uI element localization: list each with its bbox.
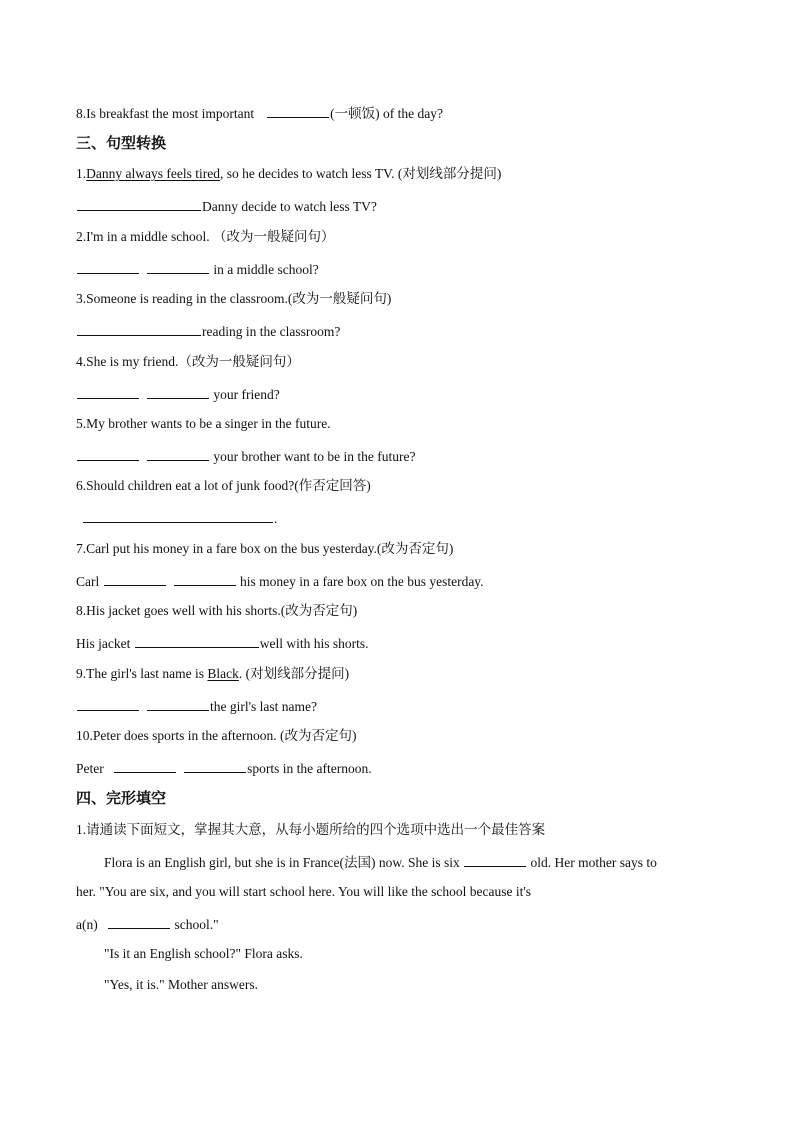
passage-text: old. Her mother says to (527, 855, 657, 870)
s3-answer-3 (76, 321, 340, 341)
s3-answer-5 (76, 446, 415, 466)
answer-text: the girl's last name? (210, 699, 318, 714)
section-3-title: 三、句型转换 (76, 134, 167, 152)
s3-question-3: 3.Someone is reading in the classroom.(改为一般疑问句) (76, 291, 392, 306)
s3-answer-8 (76, 633, 369, 653)
s3-question-8: 8.His jacket goes well with his shorts.(改为否定句) (76, 603, 358, 618)
answer-text: reading in the classroom? (202, 324, 341, 339)
answer-blank[interactable] (267, 103, 329, 118)
cloze-paragraph-line-1 (104, 852, 657, 872)
s3-answer-1 (76, 196, 377, 216)
underlined-phrase: Black (207, 666, 239, 681)
s3-answer-9 (76, 696, 317, 716)
answer-text: Carl (76, 574, 103, 589)
cloze-instruction: 1.请通读下面短文，掌握其大意，从每小题所给的四个选项中选出一个最佳答案 (76, 822, 546, 837)
question-8-fill (76, 103, 443, 123)
s3-question-1 (76, 165, 501, 183)
question-text: 8.Is breakfast the most important (76, 106, 255, 121)
answer-blank[interactable] (77, 321, 201, 336)
answer-text: his money in a fare box on the bus yesterday. (236, 574, 484, 589)
answer-blank[interactable] (104, 571, 166, 586)
s3-question-4: 4.She is my friend.（改为一般疑问句） (76, 354, 300, 369)
s3-answer-10 (76, 758, 372, 778)
question-text: (一顿饭) of the day? (330, 106, 443, 121)
s3-question-7: 7.Carl put his money in a fare box on the bus yesterday.(改为否定句) (76, 541, 454, 556)
answer-blank[interactable] (184, 758, 246, 773)
cloze-dialogue-line-2: "Yes, it is." Mother answers. (104, 977, 259, 992)
answer-blank[interactable] (77, 196, 201, 211)
answer-text: . (274, 511, 278, 526)
question-text: 9.The girl's last name is (76, 666, 208, 681)
answer-text: your friend? (210, 387, 280, 402)
s3-question-6: 6.Should children eat a lot of junk food?(作否定回答) (76, 478, 371, 493)
answer-blank[interactable] (77, 384, 139, 399)
cloze-paragraph-line-3 (76, 914, 219, 934)
passage-text: Flora is an English girl, but she is in France(法国) now. She is six (104, 855, 464, 870)
s3-answer-6 (82, 508, 277, 528)
question-number: 1. (76, 166, 87, 181)
answer-text: your brother want to be in the future? (210, 449, 416, 464)
s3-answer-7 (76, 571, 484, 591)
answer-blank[interactable] (77, 446, 139, 461)
answer-blank[interactable] (135, 633, 259, 648)
s3-question-5: 5.My brother wants to be a singer in the future. (76, 416, 331, 431)
question-text: , so he decides to watch less TV. (对划线部分提问) (219, 166, 502, 181)
cloze-dialogue-line-1: "Is it an English school?" Flora asks. (104, 946, 303, 961)
answer-blank[interactable] (147, 446, 209, 461)
answer-text: well with his shorts. (259, 636, 369, 651)
answer-text: sports in the afternoon. (247, 761, 372, 776)
answer-text: Peter (76, 761, 108, 776)
answer-blank[interactable] (77, 696, 139, 711)
passage-text: school." (171, 917, 219, 932)
section-4-title: 四、完形填空 (76, 789, 167, 807)
answer-blank[interactable] (77, 259, 139, 274)
answer-text: in a middle school? (210, 262, 319, 277)
answer-blank[interactable] (147, 259, 209, 274)
underlined-phrase: Danny always feels tired (86, 166, 220, 181)
answer-blank[interactable] (114, 758, 176, 773)
s3-question-10: 10.Peter does sports in the afternoon. (改为否定句) (76, 728, 357, 743)
answer-text: His jacket (76, 636, 134, 651)
s3-answer-4 (76, 384, 280, 404)
s3-answer-2 (76, 259, 319, 279)
answer-blank[interactable] (147, 696, 209, 711)
answer-blank[interactable] (147, 384, 209, 399)
s3-question-2: 2.I'm in a middle school. （改为一般疑问句） (76, 229, 335, 244)
question-text: . (对划线部分提问) (238, 666, 350, 681)
answer-blank[interactable] (83, 508, 273, 523)
answer-blank[interactable] (464, 852, 526, 867)
passage-text: a(n) (76, 917, 102, 932)
answer-blank[interactable] (108, 914, 170, 929)
s3-question-9 (76, 665, 349, 683)
cloze-paragraph-line-2: her. "You are six, and you will start school here. You will like the school because it's (76, 884, 532, 899)
answer-text: Danny decide to watch less TV? (202, 199, 377, 214)
answer-blank[interactable] (174, 571, 236, 586)
